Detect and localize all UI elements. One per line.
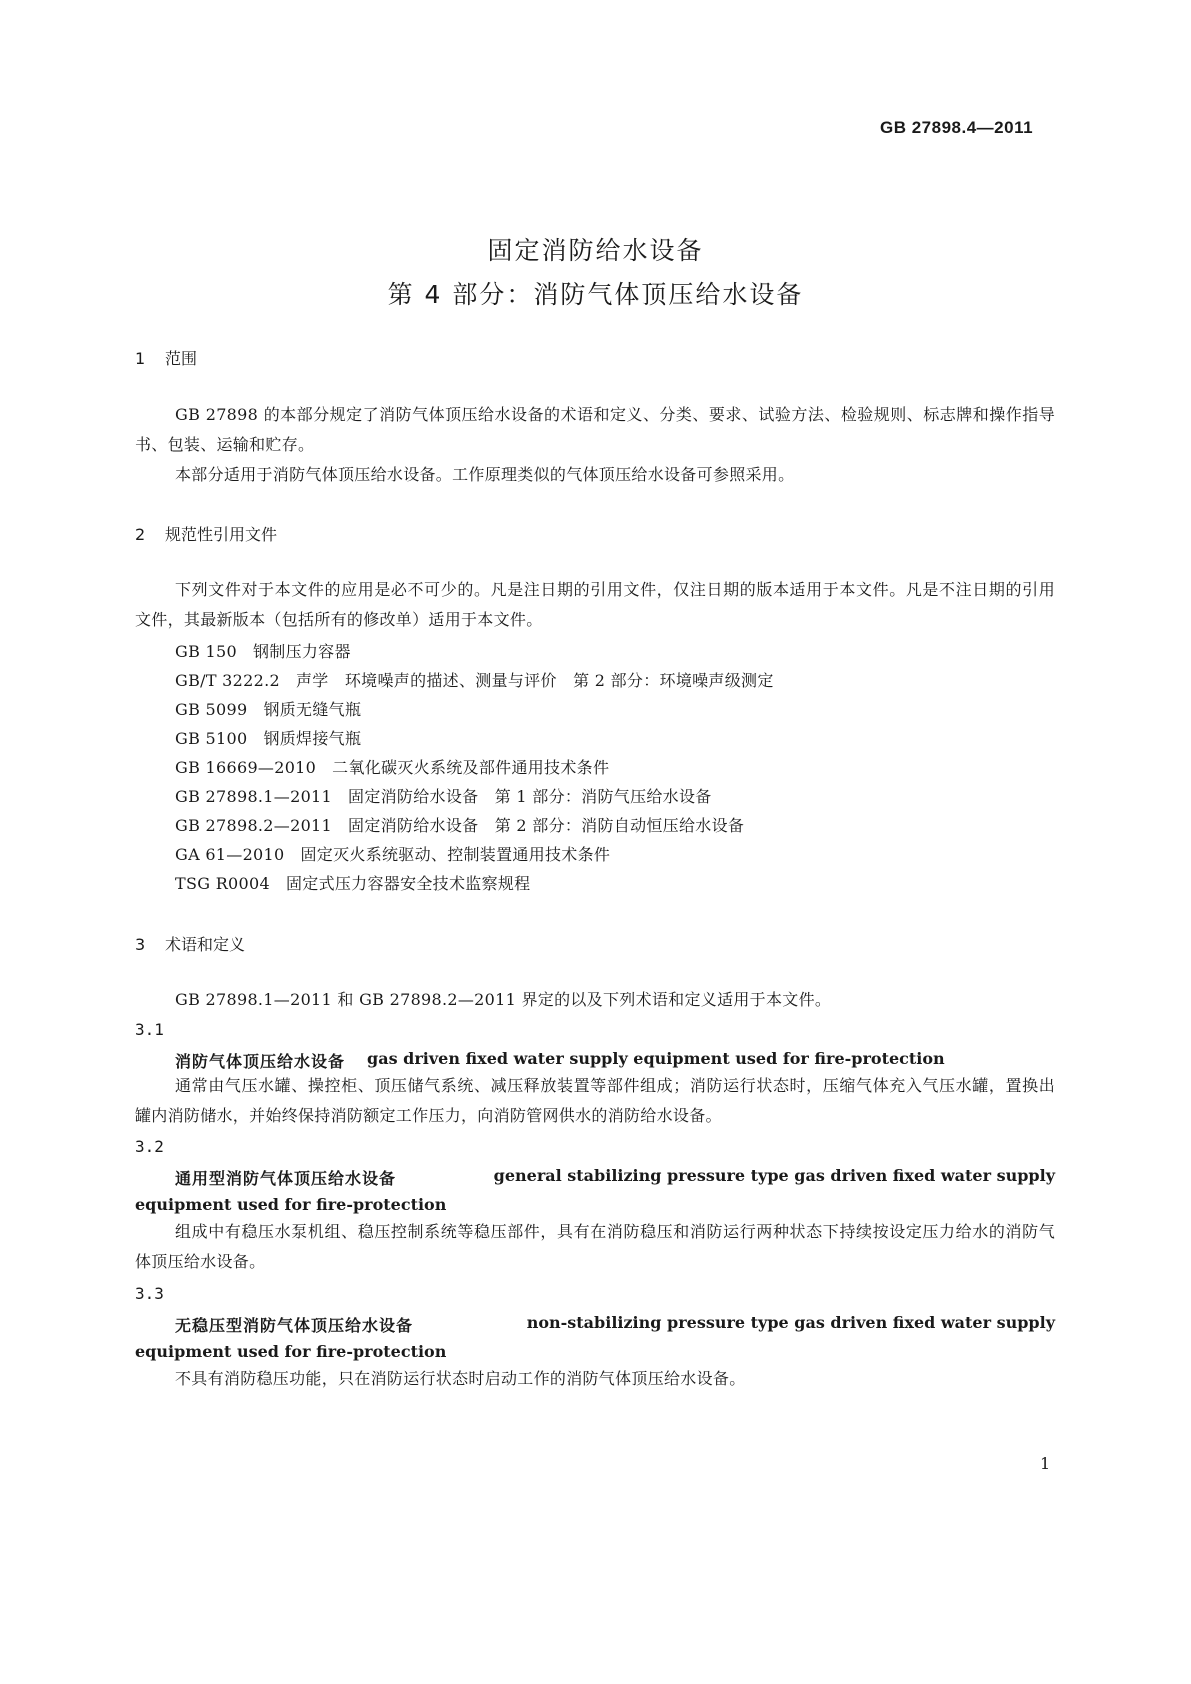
reference-code: GB 27898.1—2011 <box>175 787 333 806</box>
reference-code: TSG R0004 <box>175 874 270 893</box>
reference-title: 固定灭火系统驱动、控制装置通用技术条件 <box>300 845 611 864</box>
term-entry-heading <box>175 1049 1055 1072</box>
term-english: gas driven fixed water supply equipment used for fire-protection <box>367 1049 945 1068</box>
reference-code: GB 27898.2—2011 <box>175 816 333 835</box>
page-number: 1 <box>1040 1454 1051 1473</box>
reference-title: 二氧化碳灭火系统及部件通用技术条件 <box>332 758 610 777</box>
section-title: 范围 <box>165 349 198 368</box>
term-english-continued: equipment used for fire-protection <box>135 1342 447 1361</box>
term-definition: 不具有消防稳压功能，只在消防运行状态时启动工作的消防气体顶压给水设备。 <box>175 1369 746 1388</box>
reference-item <box>175 639 351 662</box>
section-heading-terms <box>135 932 245 955</box>
scope-paragraph-2: 本部分适用于消防气体顶压给水设备。工作原理类似的气体顶压给水设备可参照采用。 <box>175 465 795 484</box>
term-chinese: 消防气体顶压给水设备 <box>175 1052 346 1071</box>
reference-code: GB 16669—2010 <box>175 758 317 777</box>
term-definition: 通常由气压水罐、操控柜、顶压储气系统、减压释放装置等部件组成；消防运行状态时，压缩气体充入气压水罐，置换出罐内消防储水，并始终保持消防额定工作压力，向消防管网供水的消防给水设备。 <box>135 1076 1055 1125</box>
reference-title: 固定消防给水设备 第 2 部分：消防自动恒压给水设备 <box>348 816 745 835</box>
reference-code: GB 5100 <box>175 729 248 748</box>
clause-number: 3.3 <box>135 1284 164 1303</box>
clause-number: 3.1 <box>135 1020 164 1039</box>
term-definition: 组成中有稳压水泵机组、稳压控制系统等稳压部件，具有在消防稳压和消防运行两种状态下持续按设定压力给水的消防气体顶压给水设备。 <box>135 1222 1055 1271</box>
clause-number: 3.2 <box>135 1137 164 1156</box>
reference-item <box>175 784 712 807</box>
section-heading-scope <box>135 346 197 369</box>
term-english: general stabilizing pressure type gas driven fixed water supply <box>493 1166 1055 1185</box>
document-title: 固定消防给水设备 <box>487 236 704 265</box>
reference-code: GA 61—2010 <box>175 845 285 864</box>
section-number: 3 <box>135 935 146 954</box>
reference-title: 钢质无缝气瓶 <box>263 700 362 719</box>
term-chinese: 通用型消防气体顶压给水设备 <box>175 1169 397 1188</box>
standard-code: GB 27898.4—2011 <box>880 118 1034 137</box>
reference-code: GB 5099 <box>175 700 248 719</box>
reference-item <box>175 726 361 749</box>
term-chinese: 无稳压型消防气体顶压给水设备 <box>175 1316 414 1335</box>
term-entry-heading <box>175 1313 1055 1336</box>
reference-item <box>175 668 774 691</box>
section-number: 1 <box>135 349 146 368</box>
reference-title: 固定式压力容器安全技术监察规程 <box>285 874 531 893</box>
reference-item <box>175 697 361 720</box>
reference-item <box>175 813 744 836</box>
terms-intro: GB 27898.1—2011 和 GB 27898.2—2011 界定的以及下列术语和定义适用于本文件。 <box>175 990 832 1009</box>
reference-item <box>175 842 610 865</box>
reference-code: GB/T 3222.2 <box>175 671 280 690</box>
reference-title: 声学 环境噪声的描述、测量与评价 第 2 部分：环境噪声级测定 <box>295 671 774 690</box>
reference-code: GB 150 <box>175 642 237 661</box>
reference-title: 固定消防给水设备 第 1 部分：消防气压给水设备 <box>348 787 712 806</box>
reference-item <box>175 755 609 778</box>
term-english: non-stabilizing pressure type gas driven fixed water supply <box>526 1313 1055 1332</box>
section-title: 术语和定义 <box>165 935 246 954</box>
section-number: 2 <box>135 525 146 544</box>
reference-title: 钢制压力容器 <box>252 642 351 661</box>
section-title: 规范性引用文件 <box>165 525 278 544</box>
scope-paragraph-1: GB 27898 的本部分规定了消防气体顶压给水设备的术语和定义、分类、要求、试验方法、检验规则、标志牌和操作指导书、包装、运输和贮存。 <box>135 405 1055 454</box>
reference-title: 钢质焊接气瓶 <box>263 729 362 748</box>
reference-item <box>175 871 530 894</box>
document-subtitle: 第 4 部分：消防气体顶压给水设备 <box>387 280 804 309</box>
term-entry-heading <box>175 1166 1055 1189</box>
references-intro: 下列文件对于本文件的应用是必不可少的。凡是注日期的引用文件，仅注日期的版本适用于本文件。凡是不注日期的引用文件，其最新版本（包括所有的修改单）适用于本文件。 <box>135 580 1055 629</box>
term-english-continued: equipment used for fire-protection <box>135 1195 447 1214</box>
section-heading-normative-references <box>135 522 277 545</box>
